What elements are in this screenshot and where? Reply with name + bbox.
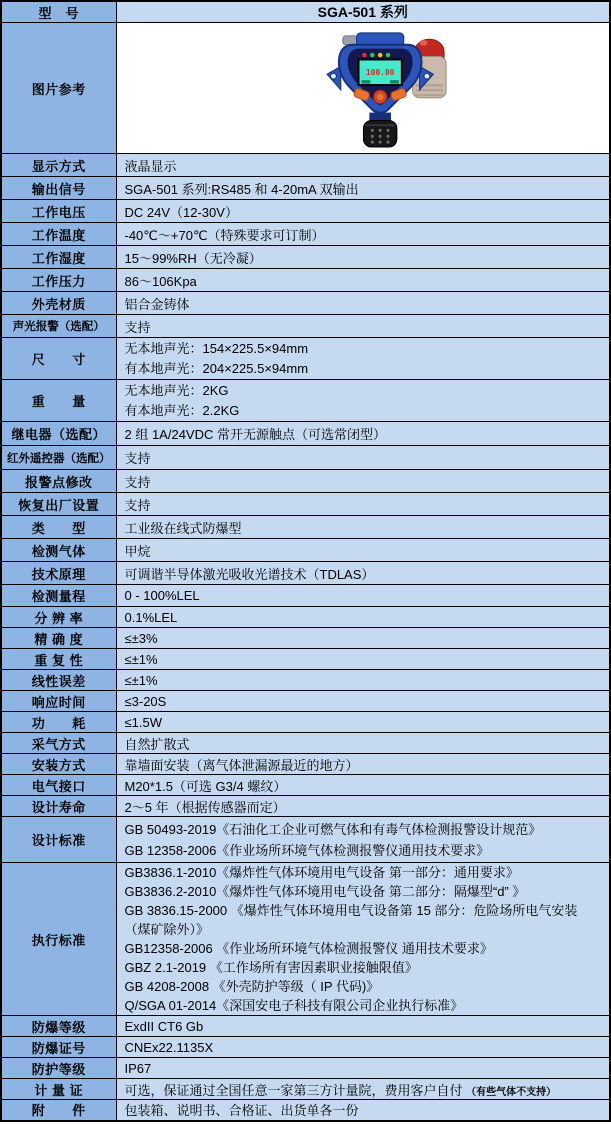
label-connection: 电气接口 [1,775,116,796]
screen-reading: 100.00 [365,68,395,78]
weight-line-1: 无本地声光：2KG [124,382,229,398]
exec-standard-line-7: GB 4208-2008 《外壳防护等级（ IP 代码)》 [124,979,380,994]
label-exd-grade: 防爆等级 [1,1016,116,1037]
label-factory-reset: 恢复出厂设置 [1,493,116,516]
row-connection [1,775,610,796]
metrology-note: （有些气体不支持） [466,1086,557,1098]
label-size: 尺 寸 [1,338,116,380]
value-type: 工业级在线式防爆型 [116,516,610,539]
value-exd-grade: ExdII CT6 Gb [116,1016,610,1037]
label-alarm-point: 报警点修改 [1,470,116,493]
row-response [1,691,610,712]
label-humidity: 工作湿度 [1,246,116,269]
value-resolution: 0.1%LEL [116,607,610,628]
gas-detector-illustration [307,27,475,149]
label-exd-cert: 防爆证号 [1,1037,116,1058]
label-accuracy: 精 确 度 [1,628,116,649]
row-installation [1,754,610,775]
label-av-alarm: 声光报警（选配） [1,315,116,338]
row-av-alarm [1,315,610,338]
weight-line-2: 有本地声光：2.2KG [124,402,240,418]
value-model: SGA-501 系列 [116,1,610,23]
exec-standard-line-8: Q/SGA 01-2014《深国安电子科技有限公司企业执行标准》 [124,998,464,1013]
row-metrology [1,1079,610,1100]
value-accessories: 包装箱、说明书、合格证、出货单各一份 [116,1100,610,1121]
exec-standard-line-5: GB12358-2006 《作业场所环境气体检测报警仪 通用技术要求》 [124,941,493,956]
value-factory-reset: 支持 [116,493,610,516]
row-linearity [1,670,610,691]
value-display: 液晶显示 [116,154,610,177]
row-output [1,177,610,200]
label-relay: 继电器（选配） [1,422,116,446]
row-weight [1,380,610,422]
value-exec-standard [116,863,610,1016]
device-buttons-icon [353,88,407,104]
row-accuracy [1,628,610,649]
exec-standard-line-3: GB 3836.15-2000 《爆炸性气体环境用电气设备第 15 部分：危险场所电气安装 [124,903,578,918]
label-metrology: 计 量 证 [1,1079,116,1100]
row-power [1,712,610,733]
value-sampling: 自然扩散式 [116,733,610,754]
label-voltage: 工作电压 [1,200,116,223]
label-image: 图片参考 [1,23,116,154]
row-display [1,154,610,177]
row-housing [1,292,610,315]
value-metrology [116,1079,610,1100]
value-voltage: DC 24V（12-30V） [116,200,610,223]
label-ip-grade: 防护等级 [1,1058,116,1079]
exec-standard-line-2: GB3836.2-2010《爆炸性气体环境用电气设备 第二部分：隔爆型“d” 》 [124,884,526,899]
row-gas [1,539,610,562]
row-model [1,1,610,23]
exec-standard-line-4: （煤矿除外）》 [124,922,210,937]
value-design-standard [116,817,610,863]
value-output: SGA-501 系列:RS485 和 4-20mA 双输出 [116,177,610,200]
label-remote: 红外遥控器（选配） [1,446,116,470]
size-line-1: 无本地声光：154×225.5×94mm [124,340,309,356]
row-relay [1,422,610,446]
label-range: 检测量程 [1,585,116,607]
value-linearity: ≤±1% [116,670,610,691]
gas-detector-image [117,27,610,149]
row-ip-grade [1,1058,610,1079]
value-principle: 可调谐半导体激光吸收光谱技术（TDLAS） [116,562,610,585]
label-exec-standard: 执行标准 [1,863,116,1016]
value-response: ≤3-20S [116,691,610,712]
row-exd-cert [1,1037,610,1058]
value-pressure: 86～106Kpa [116,269,610,292]
value-size [116,338,610,380]
label-accessories: 附 件 [1,1100,116,1121]
value-range: 0 - 100%LEL [116,585,610,607]
label-output: 输出信号 [1,177,116,200]
value-humidity: 15～99%RH（无冷凝） [116,246,610,269]
value-ip-grade: IP67 [116,1058,610,1079]
label-linearity: 线性误差 [1,670,116,691]
label-temperature: 工作温度 [1,223,116,246]
exec-standard-line-6: GBZ 2.1-2019 《工作场所有害因素职业接触限值》 [124,960,418,975]
row-exd-grade [1,1016,610,1037]
label-power: 功 耗 [1,712,116,733]
label-sampling: 采气方式 [1,733,116,754]
label-design-standard: 设计标准 [1,817,116,863]
value-repeatability: ≤±1% [116,649,610,670]
label-resolution: 分 辨 率 [1,607,116,628]
sensor-probe-icon [363,113,396,147]
exec-standard-line-1: GB3836.1-2010《爆炸性气体环境用电气设备 第一部分：通用要求》 [124,865,519,880]
metrology-text: 可选，保证通过全国任意一家第三方计量院，费用客户自付 [124,1082,463,1098]
value-temperature: -40℃～+70℃（特殊要求可订制） [116,223,610,246]
value-remote: 支持 [116,446,610,470]
row-lifespan [1,796,610,817]
row-sampling [1,733,610,754]
label-display: 显示方式 [1,154,116,177]
lcd-screen [358,59,401,85]
label-type: 类 型 [1,516,116,539]
row-accessories [1,1100,610,1121]
row-factory-reset [1,493,610,516]
value-installation: 靠墙面安装（离气体泄漏源最近的地方） [116,754,610,775]
row-resolution [1,607,610,628]
value-weight [116,380,610,422]
row-image [1,23,610,154]
value-gas: 甲烷 [116,539,610,562]
row-design-standard [1,817,610,863]
label-weight: 重 量 [1,380,116,422]
row-temperature [1,223,610,246]
row-repeatability [1,649,610,670]
size-line-2: 有本地声光：204×225.5×94mm [124,360,309,376]
label-lifespan: 设计寿命 [1,796,116,817]
value-accuracy: ≤±3% [116,628,610,649]
label-repeatability: 重 复 性 [1,649,116,670]
row-size [1,338,610,380]
label-principle: 技术原理 [1,562,116,585]
row-principle [1,562,610,585]
label-gas: 检测气体 [1,539,116,562]
label-response: 响应时间 [1,691,116,712]
row-humidity [1,246,610,269]
value-lifespan: 2～5 年（根据传感器而定） [116,796,610,817]
design-standard-line-1: GB 50493-2019《石油化工企业可燃气体和有毒气体检测报警设计规范》 [124,821,542,837]
row-exec-standard [1,863,610,1016]
row-remote [1,446,610,470]
row-voltage [1,200,610,223]
row-pressure [1,269,610,292]
value-exd-cert: CNEx22.1135X [116,1037,610,1058]
value-housing: 铝合金铸体 [116,292,610,315]
value-image [116,23,610,154]
row-alarm-point [1,470,610,493]
row-type [1,516,610,539]
value-relay: 2 组 1A/24VDC 常开无源触点（可选常闭型） [116,422,610,446]
label-housing: 外壳材质 [1,292,116,315]
label-pressure: 工作压力 [1,269,116,292]
value-power: ≤1.5W [116,712,610,733]
row-range [1,585,610,607]
value-connection: M20*1.5（可选 G3/4 螺纹） [116,775,610,796]
value-alarm-point: 支持 [116,470,610,493]
value-av-alarm: 支持 [116,315,610,338]
label-installation: 安装方式 [1,754,116,775]
design-standard-line-2: GB 12358-2006《作业场所环境气体检测报警仪通用技术要求》 [124,842,490,858]
label-model: 型 号 [1,1,116,23]
